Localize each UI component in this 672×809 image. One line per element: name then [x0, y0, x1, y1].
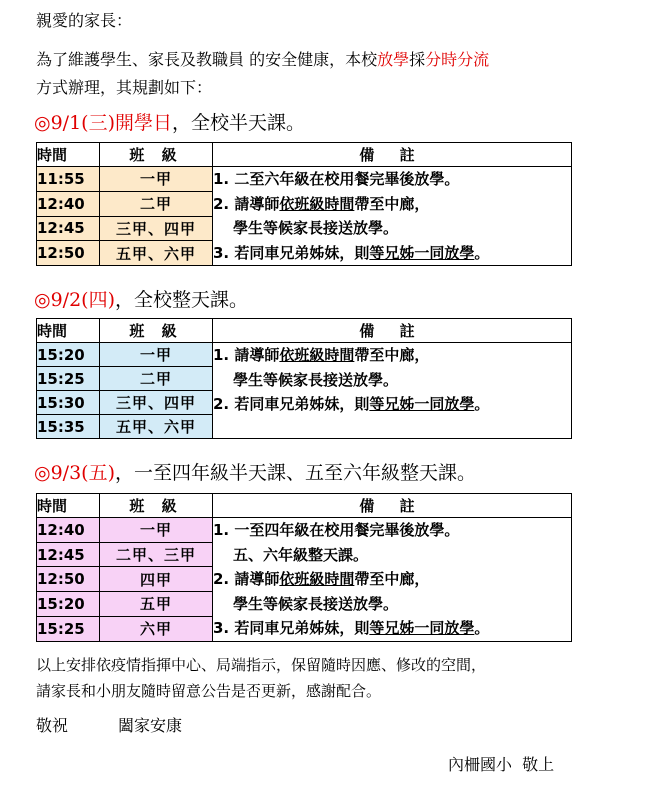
note-text: 3. 若同車兄弟姊妹，則	[213, 619, 370, 637]
note-underlined: 等兄姊一同放學	[369, 619, 475, 637]
row-class: 四甲	[100, 567, 213, 592]
note-line	[213, 567, 571, 592]
row-class: 五甲、六甲	[100, 241, 213, 266]
note-line: 學生等候家長接送放學。	[233, 370, 399, 389]
row-time: 15:20	[37, 592, 100, 617]
section-desc: ，一至四年級半天課、五至六年級整天課。	[114, 462, 476, 484]
header-notes: 備 註	[213, 319, 572, 343]
note-underlined: 依班級時間	[279, 570, 355, 588]
row-time: 12:45	[37, 216, 100, 241]
note-text: 。	[474, 243, 490, 262]
row-class: 一甲	[100, 518, 213, 543]
section-title-sep1	[34, 108, 305, 135]
header-time: 時間	[37, 143, 100, 167]
row-class: 二甲	[100, 367, 213, 391]
row-time: 12:40	[37, 191, 100, 216]
section-date: ◎9/2(四)	[34, 289, 115, 311]
intro-line-1	[36, 47, 489, 70]
note-text: 。	[474, 619, 490, 637]
note-line	[213, 392, 571, 417]
note-text: 。	[474, 395, 490, 413]
header-class: 班 級	[100, 319, 213, 343]
row-class: 三甲、四甲	[100, 391, 213, 415]
row-time: 12:50	[37, 567, 100, 592]
section-date: ◎9/3(五)	[34, 462, 115, 484]
header-time: 時間	[37, 319, 100, 343]
table-row	[37, 343, 572, 367]
note-text: 3. 若同車兄弟姊妹，則	[213, 243, 370, 262]
table-row	[37, 518, 572, 543]
closing-regards: 敬祝	[36, 716, 69, 735]
note-line	[213, 241, 571, 266]
section-title-sep2	[34, 285, 248, 312]
note-line: 1. 二至六年級在校用餐完畢後放學。	[213, 170, 460, 188]
header-class: 班 級	[100, 143, 213, 167]
intro-text-2: 採	[409, 50, 426, 69]
row-time: 15:30	[37, 391, 100, 415]
note-text: 2. 若同車兄弟姊妹，則	[213, 395, 370, 413]
note-text: 帶至中廊，	[354, 346, 430, 364]
header-class: 班 級	[100, 494, 213, 518]
table-row	[37, 167, 572, 192]
closing-wish: 闔家安康	[118, 716, 183, 735]
row-time: 11:55	[37, 167, 100, 192]
row-time: 15:25	[37, 616, 100, 641]
signature: 內柵國小 敬上	[448, 755, 555, 774]
header-notes: 備 註	[213, 143, 572, 167]
row-class: 二甲、三甲	[100, 542, 213, 567]
schedule-table-sep1	[36, 142, 572, 266]
row-class: 三甲、四甲	[100, 216, 213, 241]
notes-cell	[213, 343, 572, 439]
note-text: 2. 請導師	[213, 570, 280, 588]
footer-note-line-1: 以上安排依疫情指揮中心、局端指示，保留隨時因應、修改的空間，	[36, 656, 487, 674]
row-time: 15:20	[37, 343, 100, 367]
row-class: 一甲	[100, 343, 213, 367]
note-line: 五、六年級整天課。	[233, 545, 369, 564]
intro-highlight-dismissal: 放學	[377, 50, 410, 69]
note-text: 1. 請導師	[213, 346, 280, 364]
note-line	[213, 616, 571, 641]
note-underlined: 等兄姊一同放學	[369, 243, 475, 262]
note-text: 帶至中廊，	[354, 570, 430, 588]
row-class: 五甲、六甲	[100, 415, 213, 439]
intro-line-2: 方式辦理，其規劃如下：	[36, 78, 213, 97]
row-time: 15:25	[37, 367, 100, 391]
row-time: 12:50	[37, 241, 100, 266]
note-underlined: 等兄姊一同放學	[369, 395, 475, 413]
schedule-table-sep2	[36, 318, 572, 439]
intro-highlight-staggered: 分時分流	[425, 50, 490, 69]
note-line: 1. 一至四年級在校用餐完畢後放學。	[213, 521, 460, 539]
row-time: 12:40	[37, 518, 100, 543]
section-desc: ，全校半天課。	[171, 112, 305, 134]
footer-note-line-2: 請家長和小朋友隨時留意公告是否更新，感謝配合。	[36, 682, 382, 700]
section-desc: ，全校整天課。	[114, 289, 248, 311]
note-line: 學生等候家長接送放學。	[233, 594, 399, 613]
note-underlined: 依班級時間	[279, 346, 355, 364]
row-class: 二甲	[100, 191, 213, 216]
header-time: 時間	[37, 494, 100, 518]
section-title-sep3	[34, 458, 476, 485]
note-line	[213, 192, 571, 217]
row-time: 12:45	[37, 542, 100, 567]
section-date: ◎9/1(三)開學日	[34, 112, 172, 134]
row-class: 五甲	[100, 592, 213, 617]
notes-cell	[213, 167, 572, 266]
row-class: 一甲	[100, 167, 213, 192]
row-class: 六甲	[100, 616, 213, 641]
note-text: 2. 請導師	[213, 194, 280, 213]
row-time: 15:35	[37, 415, 100, 439]
note-line	[213, 343, 571, 368]
greeting: 親愛的家長：	[36, 11, 133, 30]
notes-cell	[213, 518, 572, 642]
note-line: 學生等候家長接送放學。	[233, 219, 399, 237]
note-underlined: 依班級時間	[279, 194, 355, 213]
note-text: 帶至中廊，	[354, 194, 430, 213]
intro-text: 為了維護學生、家長及教職員 的安全健康，本校	[36, 50, 378, 69]
schedule-table-sep3	[36, 493, 572, 642]
header-notes: 備 註	[213, 494, 572, 518]
